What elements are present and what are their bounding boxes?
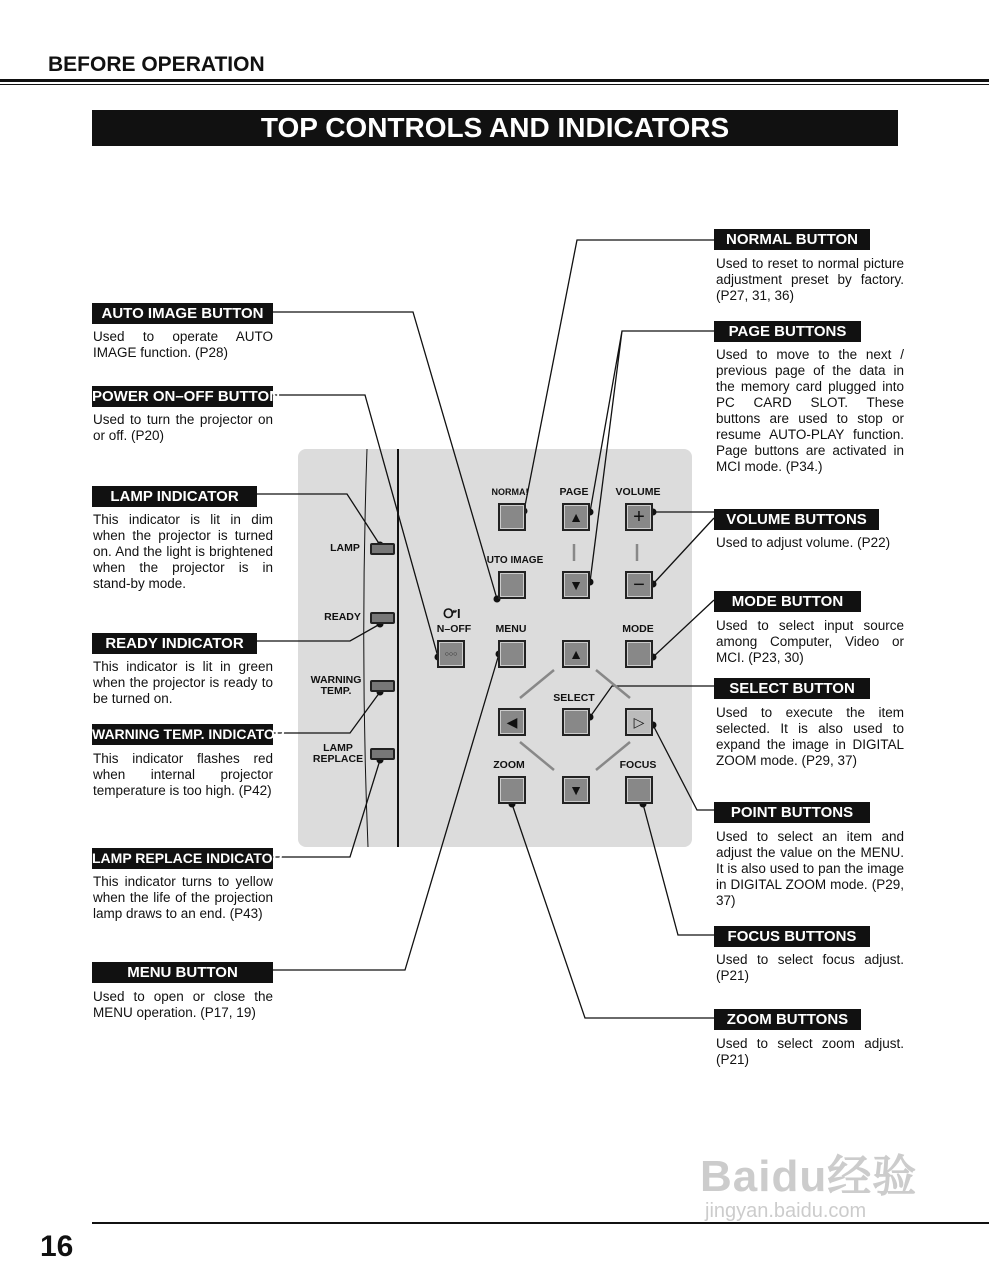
focus-callout-label: FOCUS BUTTONS — [714, 926, 870, 947]
point-right-button[interactable] — [625, 708, 653, 736]
volume-up-button[interactable] — [625, 503, 653, 531]
zoom-desc: Used to select zoom adjust. (P21) — [716, 1036, 904, 1067]
auto-image-button[interactable] — [498, 571, 526, 599]
point-left-button[interactable] — [498, 708, 526, 736]
volume-desc: Used to adjust volume. (P22) — [716, 535, 891, 550]
point-down-button[interactable] — [562, 776, 590, 804]
ready-callout-label: READY INDICATOR — [92, 633, 257, 654]
normal-label: NORMA! — [491, 487, 529, 497]
volume-callout-label: VOLUME BUTTONS — [714, 509, 879, 530]
footer-divider — [92, 1222, 989, 1224]
menu-button[interactable] — [498, 640, 526, 668]
warning-desc: This indicator flashes red when internal projector temperature is too high. (P42) — [93, 751, 273, 798]
page-callout-label: PAGE BUTTONS — [714, 321, 861, 342]
page-down-button[interactable] — [562, 571, 590, 599]
minus-icon: − — [633, 573, 645, 596]
normal-desc: Used to reset to normal picture adjustment preset by factory. (P27, 31, 36) — [716, 256, 904, 303]
lamp-label: LAMP — [330, 542, 360, 554]
ready-indicator — [370, 612, 395, 624]
lamp-desc: This indicator is lit in dim when the projector is turned on. And the light is brightened when the projector is in stand-by mode. — [93, 512, 273, 591]
focus-desc: Used to select focus adjust. (P21) — [716, 952, 904, 983]
point-desc: Used to select an item and adjust the value on the MENU. It is also used to pan the image in DIGITAL ZOOM mode. (P29, 37) — [716, 829, 904, 908]
zoom-callout-label: ZOOM BUTTONS — [714, 1009, 861, 1030]
volume-label: VOLUME — [615, 486, 661, 498]
volume-down-button[interactable] — [625, 571, 653, 599]
auto-image-desc: Used to operate AUTO IMAGE function. (P28) — [93, 329, 273, 360]
dots: ○○○ — [444, 650, 458, 658]
lamp-callout-label: LAMP INDICATOR — [92, 486, 257, 507]
menu-callout-label: MENU BUTTON — [92, 962, 273, 983]
mode-button[interactable] — [625, 640, 653, 668]
up-arrow-icon: ▲ — [569, 509, 583, 525]
zoom-button[interactable] — [498, 776, 526, 804]
menu-desc: Used to open or close the MENU operation. (P17, 19) — [93, 989, 273, 1020]
normal-callout-label: NORMAL BUTTON — [714, 229, 870, 250]
focus-label: FOCUS — [619, 759, 657, 771]
watermark-url: jingyan.baidu.com — [705, 1200, 867, 1222]
select-label: SELECT — [553, 692, 595, 704]
up-arrow-icon: ▲ — [569, 646, 583, 662]
focus-button[interactable] — [625, 776, 653, 804]
lamp-replace-indicator — [370, 748, 395, 760]
lamp-replace-callout-label: LAMP REPLACE INDICATOR — [92, 848, 273, 869]
lamp-replace-desc: This indicator turns to yellow when the life of the projection lamp draws to an end. (P43) — [93, 874, 273, 921]
auto-image-label: UTO IMAGE — [486, 555, 544, 566]
menu-label: MENU — [495, 623, 527, 635]
zoom-label: ZOOM — [493, 759, 525, 771]
auto-image-callout-label: AUTO IMAGE BUTTON — [92, 303, 273, 324]
mode-desc: Used to select input source among Computer, Video or MCI. (P23, 30) — [716, 618, 904, 665]
page-title: TOP CONTROLS AND INDICATORS — [92, 110, 898, 146]
ready-desc: This indicator is lit in green when the projector is ready to be turned on. — [93, 659, 273, 706]
ready-label: READY — [324, 611, 361, 623]
warning-temp-label: WARNING TEMP. — [310, 674, 362, 697]
section-heading: BEFORE OPERATION — [48, 53, 265, 76]
power-icon: ᏅI — [443, 606, 461, 621]
lamp-indicator — [370, 543, 395, 555]
power-desc: Used to turn the projector on or off. (P20) — [93, 412, 273, 443]
select-desc: Used to execute the item selected. It is also used to expand the image in DIGITAL ZOOM mode. (P29, 37) — [716, 705, 904, 768]
watermark: Baidu经验 — [700, 1152, 918, 1201]
power-button[interactable] — [437, 640, 465, 668]
page-desc: Used to move to the next / previous page of the data in the memory card plugged into PC CARD SLOT. These buttons are used to stop or resume AUTO-PLAY function. Page buttons are activated in MCI mode. (P34.) — [716, 347, 904, 474]
point-up-button[interactable] — [562, 640, 590, 668]
on-off-label: N–OFF — [436, 623, 472, 635]
select-callout-label: SELECT BUTTON — [714, 678, 870, 699]
normal-button[interactable] — [498, 503, 526, 531]
plus-icon: + — [633, 505, 645, 528]
page-label: PAGE — [559, 486, 589, 498]
down-arrow-icon: ▼ — [569, 577, 583, 593]
lamp-replace-label: LAMP REPLACE — [312, 742, 364, 765]
point-callout-label: POINT BUTTONS — [714, 802, 870, 823]
left-arrow-icon: ◀ — [506, 713, 518, 730]
down-arrow-icon: ▼ — [569, 782, 583, 798]
page-up-button[interactable] — [562, 503, 590, 531]
page-number: 16 — [40, 1230, 74, 1263]
warning-temp-indicator — [370, 680, 395, 692]
power-callout-label: POWER ON–OFF BUTTON — [92, 388, 281, 405]
right-arrow-icon: ▷ — [633, 713, 645, 730]
mode-label: MODE — [622, 623, 654, 635]
warning-callout-label: WARNING TEMP. INDICATOR — [92, 724, 273, 745]
select-button[interactable] — [562, 708, 590, 736]
mode-callout-label: MODE BUTTON — [714, 591, 861, 612]
